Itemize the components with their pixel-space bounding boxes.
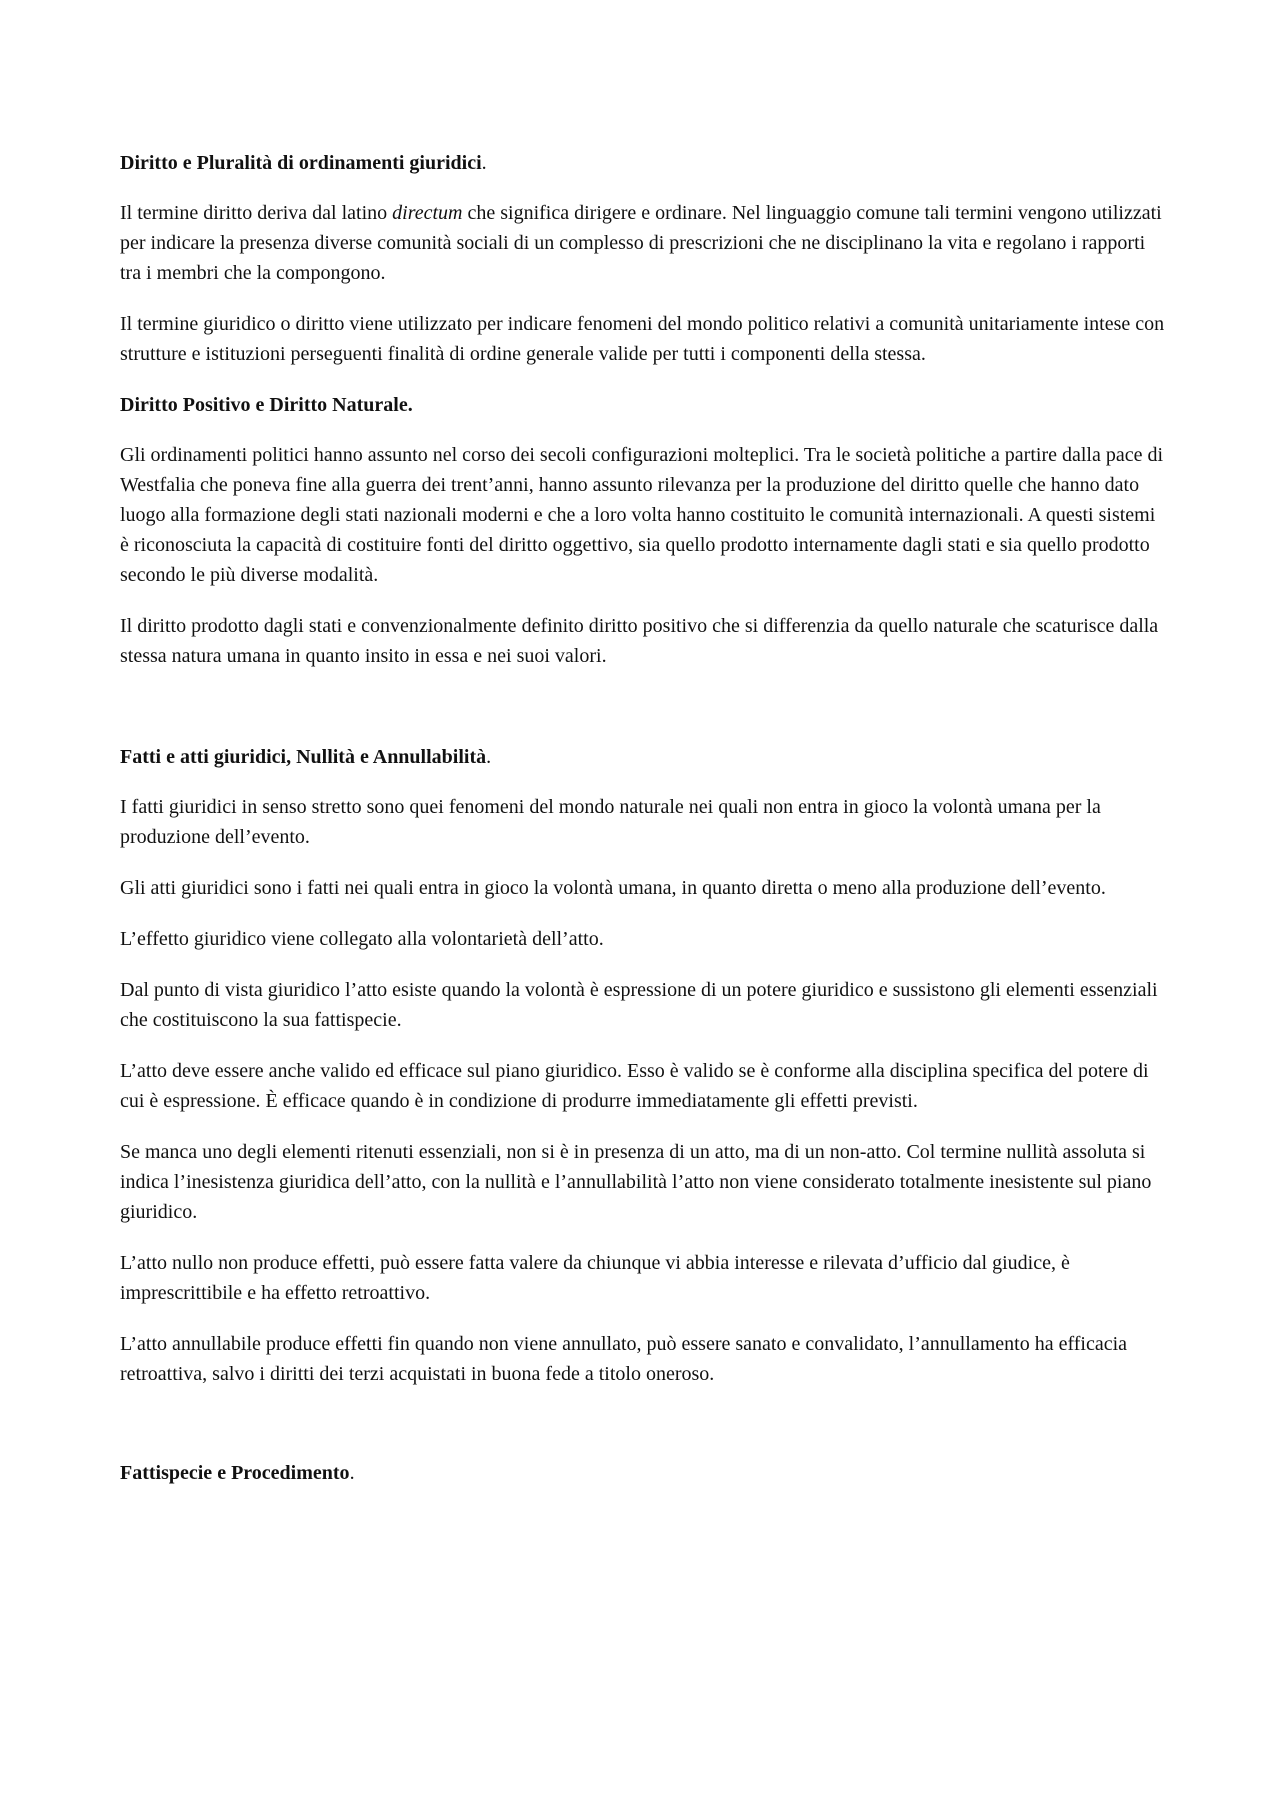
section-spacer [120,1410,1165,1458]
paragraph-atto-esiste: Dal punto di vista giuridico l’atto esiste quando la volontà è espressione di un potere giuridico e sussistono gli elementi essenziali che costituiscono la sua fattispecie. [120,979,1158,1031]
section-heading-fattispecie [120,1458,1165,1488]
heading-suffix: . [481,152,487,174]
paragraph-text: Il termine diritto deriva dal latino [120,202,393,224]
section-heading-fatti-atti [120,742,1165,772]
italic-term: directum [392,202,463,224]
section-heading-diritto-positivo [120,390,1165,420]
heading-suffix: . [349,1462,355,1484]
paragraph-ordinamenti-politici: Gli ordinamenti politici hanno assunto nel corso dei secoli configurazioni molteplici. Tra le società politiche a partire dalla pace di Westfalia che poneva fine alla guerra dei trent’anni, hanno assunto rilevanza per la produzione del diritto quelle che hanno dato luogo alla formazione degli stati nazionali moderni e che a loro volta hanno costituito le comunità internazionali. A questi sistemi è riconosciuta la capacità di costituire fonti del diritto oggettivo, sia quello prodotto internamente dagli stati e sia quello prodotto secondo le più diverse modalità. [120,444,1164,586]
paragraph-diritto-prodotto: Il diritto prodotto dagli stati e convenzionalmente definito diritto positivo che si differenzia da quello naturale che scaturisce dalla stessa natura umana in quanto insito in essa e nei suoi valori. [120,615,1159,667]
paragraph-fatti-giuridici: I fatti giuridici in senso stretto sono quei fenomeni del mondo naturale nei quali non entra in gioco la volontà umana per la produzione dell’evento. [120,796,1101,848]
document-page [120,148,1165,1508]
paragraph-text: che significa dirigere e ordinare. Nel linguaggio comune tali termini vengono utilizzati per indicare la presenza diverse comunità sociali di un complesso di prescrizioni che ne disciplinano la vita e regolano i rapporti tra i membri che la compongono. [120,202,1162,284]
section-spacer [120,692,1165,742]
paragraph-atto-annullabile: L’atto annullabile produce effetti fin quando non viene annullato, può essere sanato e convalidato, l’annullamento ha efficacia retroattiva, salvo i diritti dei terzi acquistati in buona fede a titolo oneroso. [120,1333,1128,1385]
heading-text: Fatti e atti giuridici, Nullità e Annullabilità [120,746,487,768]
heading-text: Fattispecie e Procedimento [120,1462,350,1484]
paragraph-atto-valido: L’atto deve essere anche valido ed efficace sul piano giuridico. Esso è valido se è conforme alla disciplina specifica del potere di cui è espressione. È efficace quando è in condizione di produrre immediatamente gli effetti previsti. [120,1060,1149,1112]
heading-suffix: . [486,746,492,768]
heading-text: Diritto Positivo e Diritto Naturale. [120,394,413,416]
paragraph-effetto-giuridico: L’effetto giuridico viene collegato alla volontarietà dell’atto. [120,928,604,950]
paragraph-termine-giuridico: Il termine giuridico o diritto viene utilizzato per indicare fenomeni del mondo politico relativi a comunità unitariamente intese con strutture e istituzioni perseguenti finalità di ordine generale valide per tutti i componenti della stessa. [120,313,1165,365]
paragraph-non-atto: Se manca uno degli elementi ritenuti essenziali, non si è in presenza di un atto, ma di un non-atto. Col termine nullità assoluta si indica l’inesistenza giuridica dell’atto, con la nullità e l’annullabilità l’atto non viene considerato totalmente inesistente sul piano giuridico. [120,1141,1152,1223]
heading-text: Diritto e Pluralità di ordinamenti giuridici [120,152,482,174]
paragraph-atti-giuridici: Gli atti giuridici sono i fatti nei quali entra in gioco la volontà umana, in quanto diretta o meno alla produzione dell’evento. [120,877,1106,899]
paragraph-diritto-origine [120,198,1165,288]
paragraph-atto-nullo: L’atto nullo non produce effetti, può essere fatta valere da chiunque vi abbia interesse e rilevata d’ufficio dal giudice, è imprescrittibile e ha effetto retroattivo. [120,1252,1070,1304]
section-heading-diritto-pluralita [120,148,1165,178]
